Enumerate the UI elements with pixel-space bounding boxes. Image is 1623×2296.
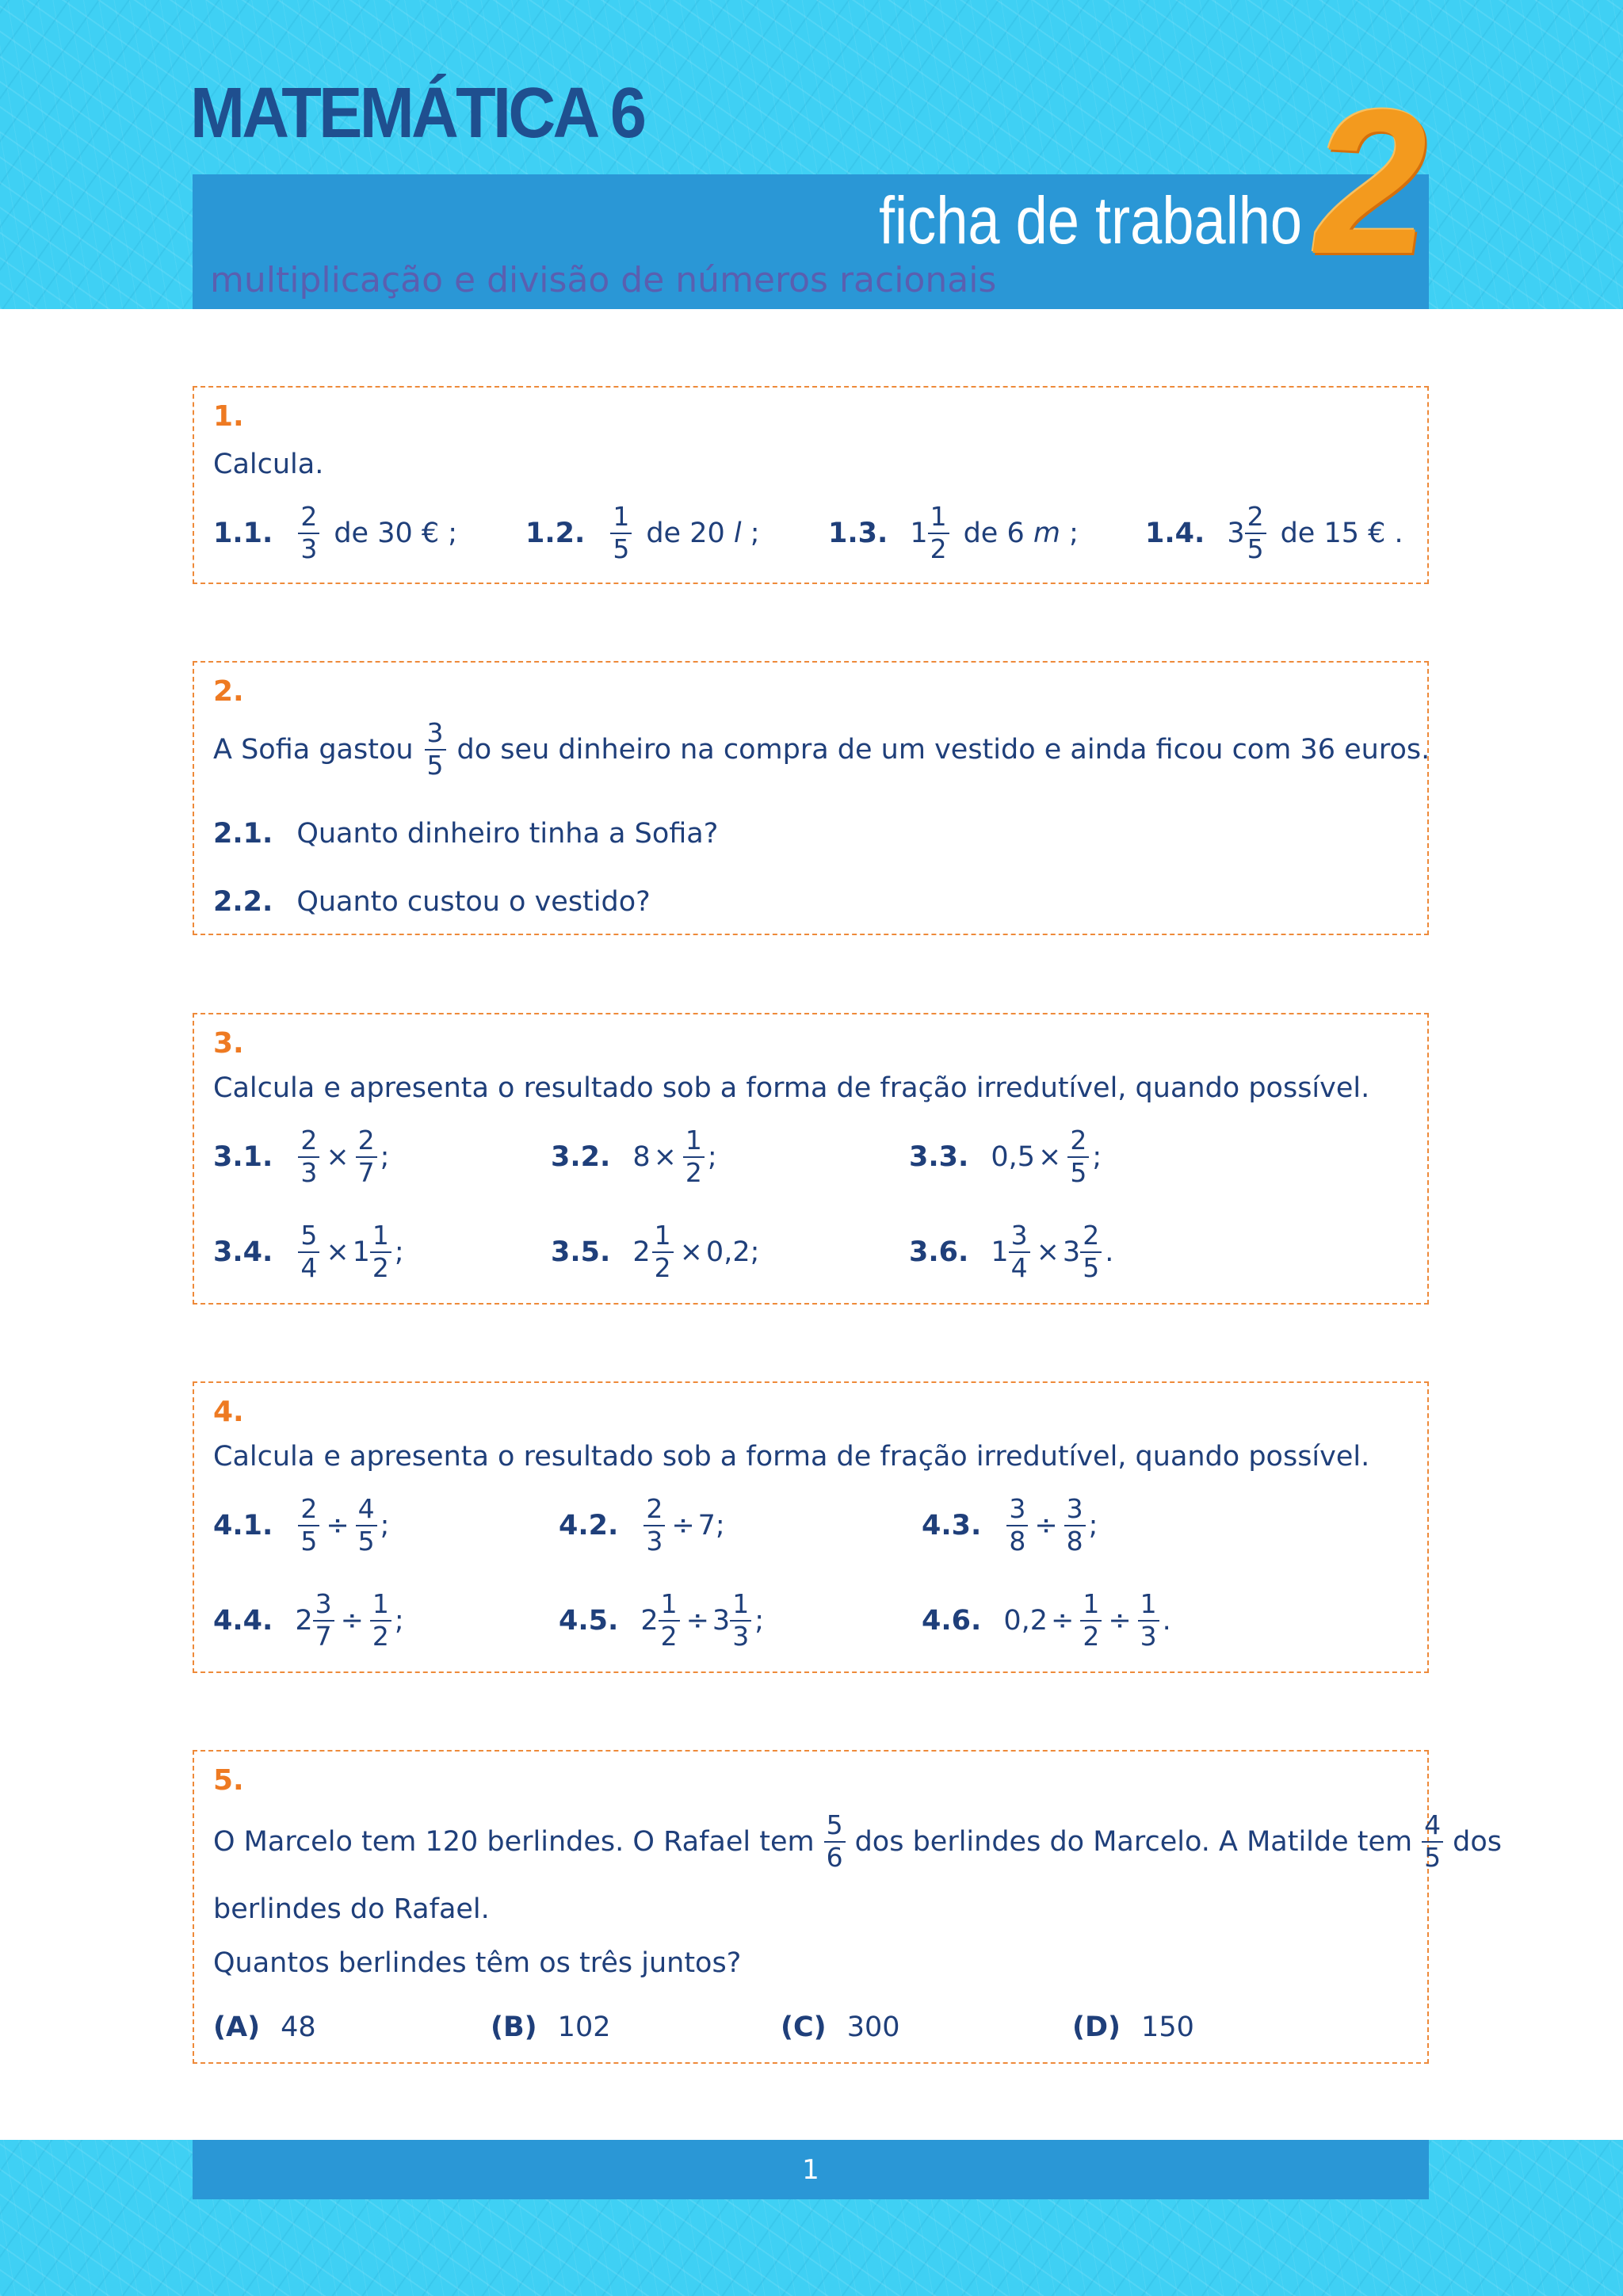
- fraction: $\frac{2}{5}$: [1245, 503, 1266, 563]
- operand: 0,2: [1003, 1604, 1048, 1637]
- terminator: ;: [750, 1236, 760, 1268]
- exercise-instruction: Calcula.: [213, 449, 324, 480]
- operator: ×: [679, 1236, 703, 1268]
- page-number: 1: [802, 2154, 819, 2186]
- fraction: $\frac{2}{3}$: [298, 503, 319, 563]
- operator: ×: [326, 1140, 349, 1173]
- item-label: 4.1.: [213, 1509, 273, 1541]
- fraction: $\frac{3}{4}$: [1009, 1222, 1030, 1282]
- item-label: 4.6.: [922, 1604, 982, 1637]
- option-letter: (D): [1072, 2011, 1121, 2043]
- fraction: $\frac{1}{2}$: [370, 1222, 391, 1282]
- item-4-2: [559, 1493, 725, 1557]
- operator: ×: [326, 1236, 349, 1268]
- item-1-1: [213, 503, 459, 563]
- item-label: 3.4.: [213, 1236, 273, 1268]
- fraction: $\frac{1}{2}$: [928, 503, 949, 563]
- item-label: 2.2.: [213, 886, 273, 918]
- operand: 0,5: [991, 1140, 1035, 1173]
- operand: 0,2: [705, 1236, 750, 1268]
- fraction: $\frac{5}{4}$: [298, 1222, 319, 1282]
- footer-bar: [193, 2140, 1429, 2199]
- sheet-subtitle: multiplicação e divisão de números racionais: [210, 260, 997, 300]
- option-value: 150: [1141, 2011, 1194, 2043]
- operator: ÷: [326, 1509, 349, 1541]
- statement-text: A Sofia gastou: [213, 733, 414, 766]
- operator: ÷: [685, 1604, 709, 1637]
- whole-part: 3: [1227, 517, 1245, 549]
- fraction: $\frac{1}{2}$: [683, 1127, 705, 1186]
- exercise-1: [193, 386, 1429, 584]
- operator: ×: [1036, 1236, 1060, 1268]
- fraction: $\frac{1}{2}$: [659, 1591, 680, 1650]
- fraction: $\frac{2}{7}$: [356, 1127, 377, 1186]
- operand: 7: [697, 1509, 716, 1541]
- item-label: 2.1.: [213, 818, 273, 850]
- terminator: ;: [715, 1509, 725, 1541]
- sheet-number: 2: [1299, 67, 1446, 297]
- exercise-number: 4.: [213, 1396, 244, 1428]
- item-4-3: [922, 1493, 1098, 1557]
- exercise-2: [193, 661, 1429, 935]
- operator: ÷: [340, 1604, 364, 1637]
- exercise-5: [193, 1750, 1503, 2064]
- whole-part: 1: [991, 1236, 1009, 1268]
- item-label: 1.3.: [828, 517, 888, 549]
- statement-text: do seu dinheiro na compra de um vestido e ainda ficou com 36 euros.: [456, 733, 1430, 766]
- item-3-6: [909, 1222, 1113, 1282]
- fraction: $\frac{2}{3}$: [298, 1127, 319, 1186]
- item-label: 3.3.: [909, 1140, 969, 1173]
- fraction: $\frac{2}{5}$: [1067, 1127, 1089, 1186]
- option-b[interactable]: [491, 2011, 610, 2043]
- unit: l: [733, 517, 742, 549]
- operator: ×: [653, 1140, 677, 1173]
- item-4-1: [213, 1493, 390, 1557]
- exercise-number: 3.: [213, 1027, 244, 1060]
- fraction: $\frac{1}{2}$: [370, 1591, 391, 1650]
- operator: ÷: [671, 1509, 695, 1541]
- exercise-statement: [213, 717, 1430, 781]
- item-label: 1.4.: [1145, 517, 1205, 549]
- operand: 8: [632, 1140, 651, 1173]
- item-4-6: [922, 1588, 1171, 1652]
- exercise-3: [193, 1013, 1429, 1305]
- question-2-1: [213, 818, 718, 850]
- problem-text: dos: [1453, 1825, 1503, 1858]
- whole-part: 1: [352, 1236, 370, 1268]
- operator: ÷: [1108, 1604, 1132, 1637]
- item-label: 3.1.: [213, 1140, 273, 1173]
- problem-question: Quantos berlindes têm os três juntos?: [213, 1947, 742, 1979]
- terminator: ;: [380, 1140, 390, 1173]
- problem-line-1: [213, 1809, 1503, 1873]
- fraction: $\frac{1}{2}$: [1080, 1591, 1102, 1650]
- terminator: .: [1105, 1236, 1114, 1268]
- item-3-2: [551, 1127, 717, 1186]
- problem-line-2: berlindes do Rafael.: [213, 1893, 490, 1925]
- fraction: $\frac{1}{3}$: [1138, 1591, 1159, 1650]
- item-1-4: [1145, 503, 1405, 563]
- item-text: de 15 € .: [1280, 517, 1403, 549]
- item-3-5: [551, 1222, 759, 1282]
- option-c[interactable]: [781, 2011, 900, 2043]
- whole-part: 2: [295, 1604, 313, 1637]
- fraction: $\frac{1}{2}$: [652, 1222, 674, 1282]
- whole-part: 2: [632, 1236, 651, 1268]
- fraction: $\frac{3}{8}$: [1064, 1496, 1086, 1555]
- fraction: $\frac{2}{5}$: [1080, 1222, 1102, 1282]
- fraction: $\frac{1}{3}$: [730, 1591, 751, 1650]
- exercise-4: [193, 1381, 1429, 1673]
- item-4-5: [559, 1588, 764, 1652]
- operator: ÷: [1050, 1604, 1075, 1637]
- option-a[interactable]: [213, 2011, 316, 2043]
- fraction: $\frac{2}{5}$: [298, 1496, 319, 1555]
- fraction: $\frac{1}{5}$: [610, 503, 632, 563]
- terminator: ;: [380, 1509, 390, 1541]
- problem-text: dos berlindes do Marcelo. A Matilde tem: [854, 1825, 1413, 1858]
- fraction: $\frac{5}{6}$: [824, 1812, 846, 1871]
- terminator: ;: [754, 1604, 764, 1637]
- fraction: $\frac{3}{5}$: [425, 720, 446, 779]
- fraction: $\frac{4}{5}$: [1422, 1812, 1443, 1871]
- option-value: 300: [846, 2011, 900, 2043]
- option-letter: (B): [491, 2011, 537, 2043]
- item-text-end: ;: [741, 517, 760, 549]
- question-text: Quanto dinheiro tinha a Sofia?: [296, 818, 719, 850]
- item-text: de 20: [646, 517, 734, 549]
- exercise-number: 2.: [213, 675, 244, 708]
- item-3-1: [213, 1127, 389, 1186]
- operator: ÷: [1034, 1509, 1058, 1541]
- fraction: $\frac{3}{8}$: [1006, 1496, 1028, 1555]
- fraction: $\frac{4}{5}$: [356, 1496, 377, 1555]
- item-label: 3.2.: [551, 1140, 611, 1173]
- item-1-3: [828, 503, 1079, 563]
- item-label: 4.2.: [559, 1509, 619, 1541]
- brand-title: MATEMÁTICA 6: [190, 74, 644, 153]
- fraction: $\frac{3}{7}$: [313, 1591, 334, 1650]
- question-text: Quanto custou o vestido?: [296, 886, 651, 918]
- sheet-label: ficha de trabalho: [878, 183, 1302, 258]
- item-4-4: [213, 1588, 404, 1652]
- item-label: 1.2.: [525, 517, 586, 549]
- item-label: 1.1.: [213, 517, 273, 549]
- item-3-3: [909, 1127, 1102, 1186]
- unit: m: [1033, 517, 1060, 549]
- item-3-4: [213, 1222, 404, 1282]
- whole-part: 2: [640, 1604, 659, 1637]
- exercise-number: 5.: [213, 1764, 244, 1797]
- terminator: ;: [1088, 1509, 1098, 1541]
- item-1-2: [525, 503, 760, 563]
- exercise-instruction: Calcula e apresenta o resultado sob a forma de fração irredutível, quando possível.: [213, 1441, 1370, 1473]
- whole-part: 3: [1062, 1236, 1081, 1268]
- option-d[interactable]: [1072, 2011, 1194, 2043]
- item-label: 4.3.: [922, 1509, 982, 1541]
- item-label: 3.5.: [551, 1236, 611, 1268]
- item-label: 4.4.: [213, 1604, 273, 1637]
- question-2-2: [213, 886, 651, 918]
- terminator: ;: [1092, 1140, 1102, 1173]
- option-value: 48: [281, 2011, 316, 2043]
- terminator: ;: [707, 1140, 717, 1173]
- item-text-end: ;: [1060, 517, 1079, 549]
- exercise-number: 1.: [213, 400, 244, 433]
- option-letter: (A): [213, 2011, 261, 2043]
- option-value: 102: [557, 2011, 611, 2043]
- item-text: de 6: [963, 517, 1033, 549]
- operator: ×: [1037, 1140, 1062, 1173]
- item-label: 3.6.: [909, 1236, 969, 1268]
- whole-part: 3: [712, 1604, 731, 1637]
- problem-text: O Marcelo tem 120 berlindes. O Rafael tem: [213, 1825, 815, 1858]
- item-text: de 30 € ;: [334, 517, 458, 549]
- terminator: ;: [394, 1604, 404, 1637]
- terminator: .: [1162, 1604, 1171, 1637]
- exercise-instruction: Calcula e apresenta o resultado sob a forma de fração irredutível, quando possível.: [213, 1072, 1370, 1104]
- terminator: ;: [394, 1236, 404, 1268]
- option-letter: (C): [781, 2011, 827, 2043]
- whole-part: 1: [910, 517, 928, 549]
- fraction: $\frac{2}{3}$: [643, 1496, 665, 1555]
- item-label: 4.5.: [559, 1604, 619, 1637]
